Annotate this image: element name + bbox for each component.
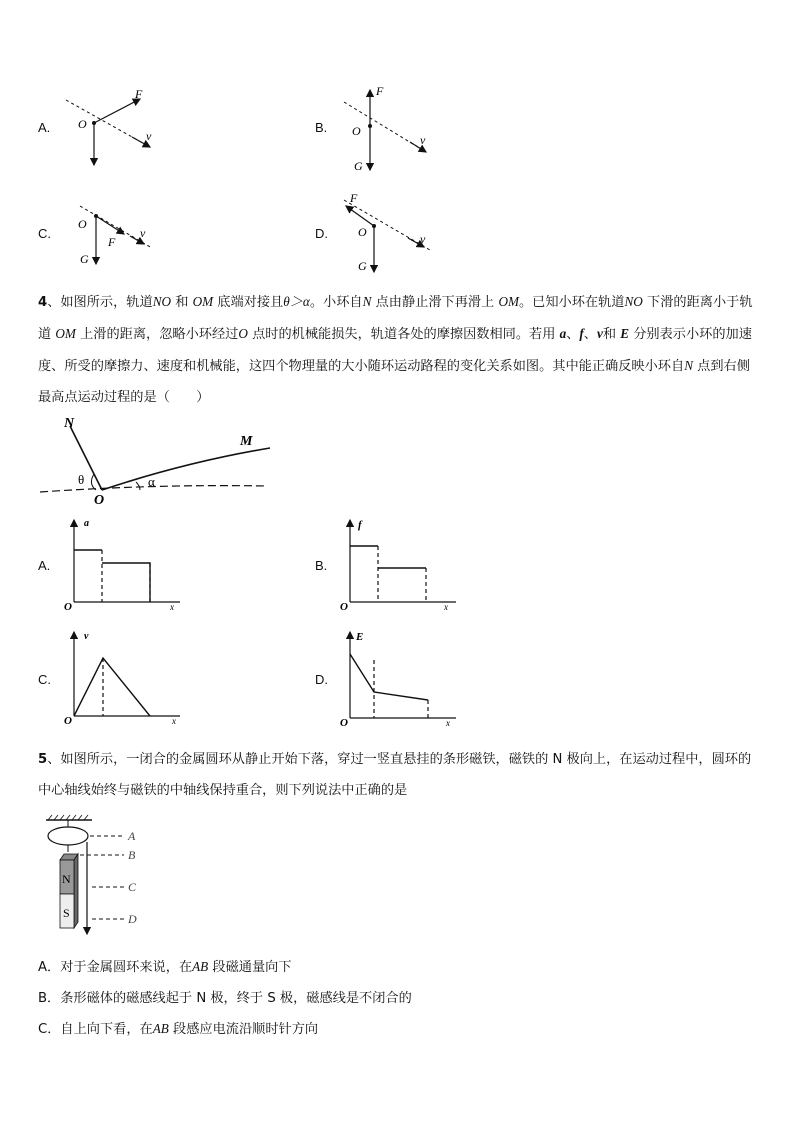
label-c: C — [128, 880, 137, 894]
x-axis-label: x — [172, 716, 176, 726]
q4-option-a-label[interactable]: A. — [38, 558, 51, 573]
gravity-label: G — [358, 259, 367, 273]
y-axis-label: f — [358, 519, 362, 531]
point-label: O — [78, 117, 87, 131]
q3-option-c-label[interactable]: C. — [38, 226, 51, 241]
q4-graph-d — [338, 626, 468, 726]
point-label: O — [78, 217, 87, 231]
velocity-label: v — [420, 232, 426, 246]
y-axis-label: a — [84, 518, 89, 529]
q3-option-a-diagram — [60, 85, 170, 170]
label-a: A — [128, 829, 136, 843]
label-b: B — [128, 848, 136, 862]
origin-label: O — [64, 601, 72, 613]
origin-label: O — [340, 601, 348, 613]
north-pole-label: N — [62, 872, 71, 886]
q4-graph-b — [338, 514, 468, 614]
point-label: O — [358, 225, 367, 239]
label-n: N — [64, 416, 75, 431]
q5-magnet-diagram — [40, 812, 160, 940]
velocity-label: v — [420, 133, 426, 147]
point-label: O — [352, 124, 361, 138]
y-axis-label: v — [84, 631, 89, 642]
q3-option-a-label[interactable]: A. — [38, 120, 51, 135]
x-axis-label: x — [446, 718, 450, 726]
origin-label: O — [340, 717, 348, 726]
q3-option-b-diagram — [338, 82, 448, 177]
q4-option-b-label[interactable]: B. — [315, 558, 328, 573]
q3-option-b-label[interactable]: B. — [315, 120, 328, 135]
q4-graph-a — [62, 514, 192, 614]
q4-graph-c — [62, 626, 192, 726]
q5-choice-c[interactable]: C．自上向下看，在AB 段感应电流沿顺时针方向 — [38, 1021, 319, 1037]
velocity-label: v — [140, 226, 146, 240]
q5-choice-b[interactable]: B．条形磁体的磁感线起于 N 极，终于 S 极，磁感线是不闭合的 — [38, 991, 412, 1006]
force-label: F — [376, 84, 384, 98]
q4-option-c-label[interactable]: C. — [38, 672, 51, 687]
q4-option-d-label[interactable]: D. — [315, 672, 328, 687]
force-label: F — [108, 235, 116, 249]
x-axis-label: x — [444, 602, 448, 612]
label-alpha: α — [148, 474, 155, 489]
y-axis-label: E — [356, 631, 364, 643]
q3-option-c-diagram — [60, 200, 170, 270]
q4-track-diagram — [36, 412, 276, 504]
label-o: O — [94, 493, 105, 504]
question-4-text: 4、如图所示，轨道NO 和 OM 底端对接且θ＞α。小环自N 点由静止滑下再滑上 OM。已知小环在轨道NO 下滑的距离小于轨道 OM 上滑的距离，忽略小环经过O 点时的机械能损失，轨道各处的摩擦因数相同。若用 a、f、v和 E 分别表示小环的加速度、所受的摩擦力、速度和机械能，这四个物理量的大小随环运动路程的变化关系如图。其中能正确反映小环自N 点到右侧最高点运动过程的是（ ） — [38, 294, 753, 405]
origin-label: O — [64, 715, 72, 726]
x-axis-label: x — [170, 602, 174, 612]
force-label: F — [350, 191, 358, 205]
gravity-label: G — [80, 252, 89, 266]
q3-option-d-label[interactable]: D. — [315, 226, 328, 241]
question-5-text: 5、如图所示，一闭合的金属圆环从静止开始下落，穿过一竖直悬挂的条形磁铁，磁铁的 N 极向上，在运动过程中，圆环的中心轴线始终与磁铁的中轴线保持重合，则下列说法中正确的是 — [38, 752, 752, 798]
gravity-label: G — [354, 159, 363, 173]
south-pole-label: S — [63, 906, 70, 920]
q3-option-d-diagram — [338, 188, 448, 276]
q5-choice-a[interactable]: A．对于金属圆环来说，在AB 段磁通量向下 — [38, 959, 292, 975]
velocity-label: v — [146, 129, 152, 143]
label-theta: θ — [78, 472, 85, 487]
label-m: M — [240, 434, 253, 449]
label-d: D — [128, 912, 137, 926]
force-label: F — [135, 87, 143, 101]
